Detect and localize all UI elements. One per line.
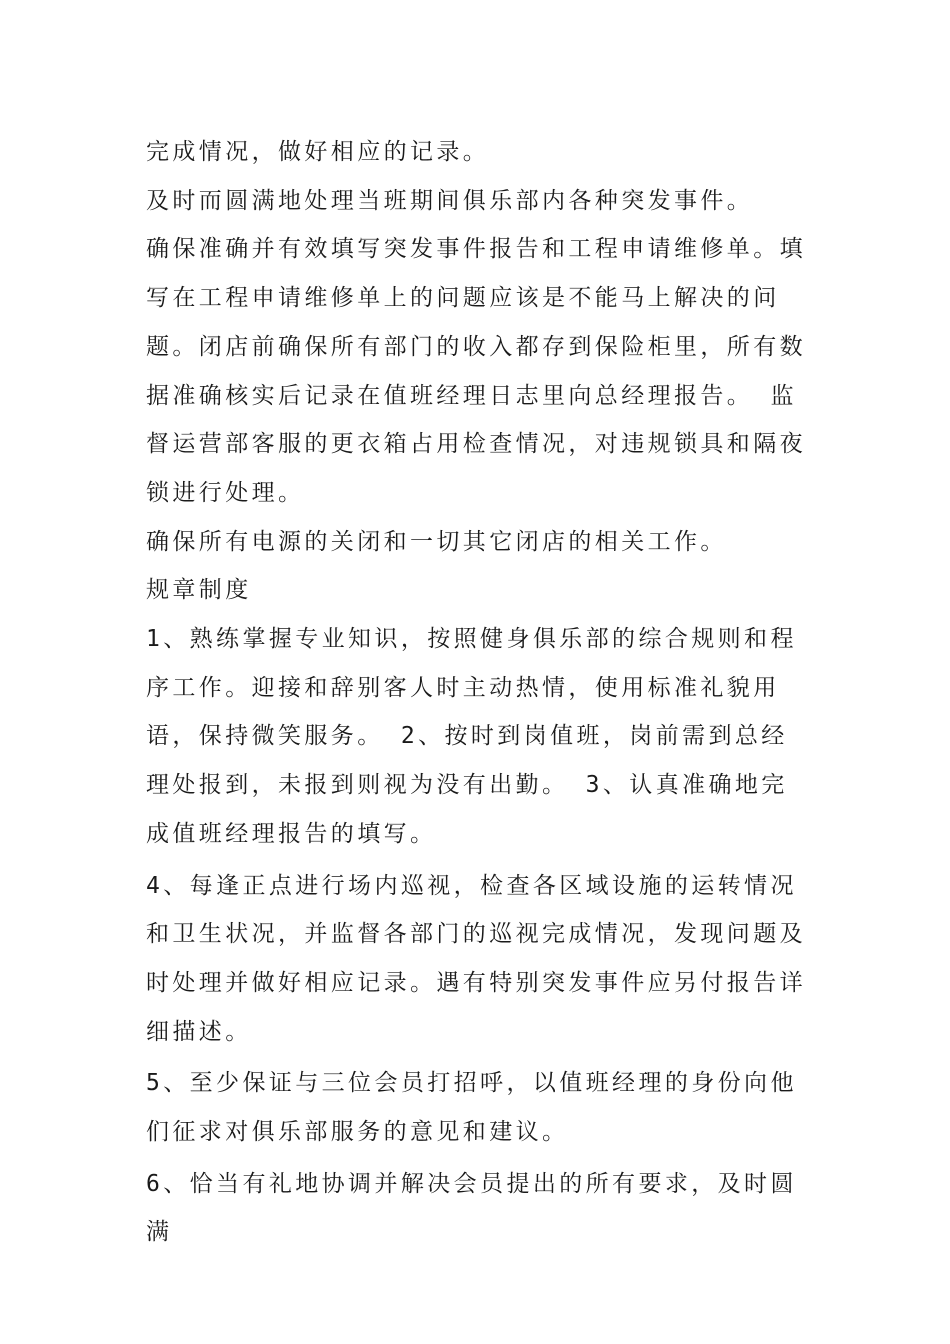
paragraph-2: 及时而圆满地处理当班期间俱乐部内各种突发事件。	[146, 187, 754, 214]
paragraph-1: 完成情况，做好相应的记录。	[146, 139, 490, 165]
section-heading: 规章制度	[146, 577, 252, 604]
rule-item-6: 6、恰当有礼地协调并解决会员提出的所有要求，及时圆满	[146, 1170, 797, 1246]
paragraph-3: 确保准确并有效填写突发事件报告和工程申请维修单。填写在工程申请维修单上的问题应该是不能马上解决的问题。闭店前确保所有部门的收入都存到保险柜里，所有数据准确核实后记录在值班经理日志里向总经理报告。 监督运营部客服的更衣箱占用检查情况，对违规锁具和隔夜锁进行处理。	[146, 236, 806, 506]
rule-item-5: 5、至少保证与三位会员打招呼，以值班经理的身份向他们征求对俱乐部服务的意见和建议。	[146, 1070, 797, 1146]
paragraph-4: 确保所有电源的关闭和一切其它闭店的相关工作。	[146, 528, 727, 555]
document-body	[146, 128, 810, 1257]
rule-item-1-3: 1、熟练掌握专业知识，按照健身俱乐部的综合规则和程序工作。迎接和辞别客人时主动热情，使用标准礼貌用语，保持微笑服务。 2、按时到岗值班，岗前需到总经理处报到，未报到则视为没有出勤。 3、认真准确地完成值班经理报告的填写。	[146, 626, 797, 847]
rule-item-4: 4、每逢正点进行场内巡视，检查各区域设施的运转情况和卫生状况，并监督各部门的巡视完成情况，发现问题及时处理并做好相应记录。遇有特别突发事件应另付报告详细描述。	[146, 872, 806, 1045]
